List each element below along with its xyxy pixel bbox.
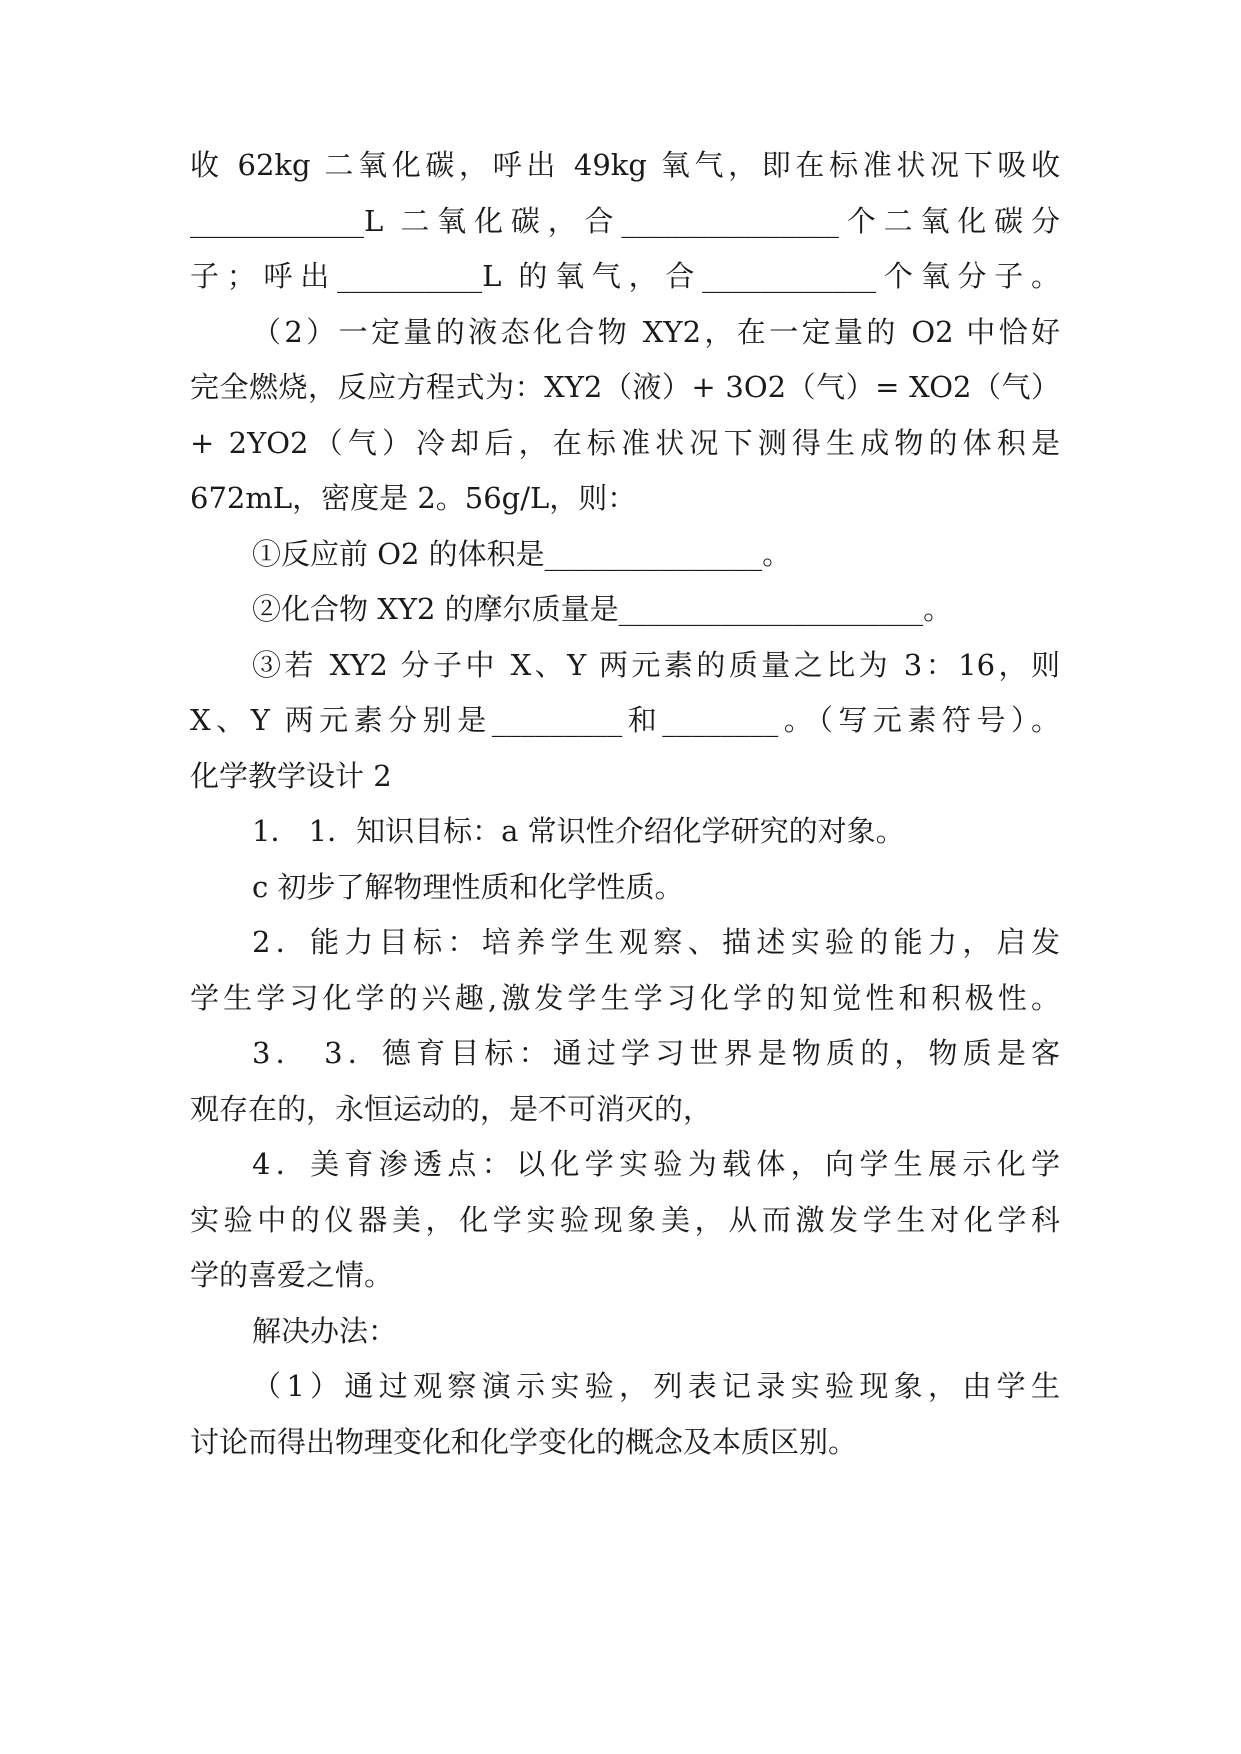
text-line-23: （1）通过观察演示实验，列表记录实验现象，由学生 bbox=[252, 1369, 1060, 1403]
text-line-22: 解决办法： bbox=[252, 1314, 398, 1348]
text-line-19: 4．美育渗透点：以化学实验为载体，向学生展示化学 bbox=[252, 1147, 1060, 1181]
text-line-13: 1． 1．知识目标：a 常识性介绍化学研究的对象。 bbox=[252, 814, 905, 848]
section-heading: 化学教学设计 2 bbox=[190, 759, 392, 793]
text-line-9: ②化合物 XY2 的摩尔质量是_____________________。 bbox=[252, 592, 953, 626]
text-line-6: + 2YO2（气）冷却后，在标准状况下测得生成物的体积是 bbox=[190, 426, 1060, 460]
text-line-21: 学的喜爱之情。 bbox=[190, 1258, 394, 1292]
text-line-3: 子；呼出__________L 的氧气，合____________个氧分子。 bbox=[190, 259, 1060, 293]
text-line-11: X、Y 两元素分别是_________和________。（写元素符号）。 bbox=[190, 703, 1060, 737]
text-line-1: 收 62kg 二氧化碳，呼出 49kg 氧气，即在标准状况下吸收 bbox=[190, 148, 1060, 182]
text-line-10: ③若 XY2 分子中 X、Y 两元素的质量之比为 3：16，则 bbox=[252, 648, 1060, 682]
text-line-5: 完全燃烧，反应方程式为：XY2（液）+ 3O2（气）= XO2（气） bbox=[190, 370, 1060, 404]
text-line-16: 学生学习化学的兴趣,激发学生学习化学的知觉性和积极性。 bbox=[190, 981, 1060, 1015]
text-line-24: 讨论而得出物理变化和化学变化的概念及本质区别。 bbox=[190, 1425, 858, 1459]
text-line-14: c 初步了解物理性质和化学性质。 bbox=[252, 870, 684, 904]
text-line-2: ____________L 二氧化碳，合_______________个二氧化碳分 bbox=[190, 204, 1060, 238]
text-line-18: 观存在的，永恒运动的，是不可消灭的， bbox=[190, 1092, 713, 1126]
text-line-15: 2．能力目标：培养学生观察、描述实验的能力，启发 bbox=[252, 925, 1060, 959]
text-line-7: 672mL，密度是 2。56g/L，则： bbox=[190, 481, 637, 515]
text-line-17: 3． 3．德育目标：通过学习世界是物质的，物质是客 bbox=[252, 1036, 1060, 1070]
text-line-8: ①反应前 O2 的体积是_______________。 bbox=[252, 537, 792, 571]
text-line-20: 实验中的仪器美，化学实验现象美，从而激发学生对化学科 bbox=[190, 1203, 1060, 1237]
text-line-4: （2）一定量的液态化合物 XY2，在一定量的 O2 中恰好 bbox=[252, 315, 1060, 349]
